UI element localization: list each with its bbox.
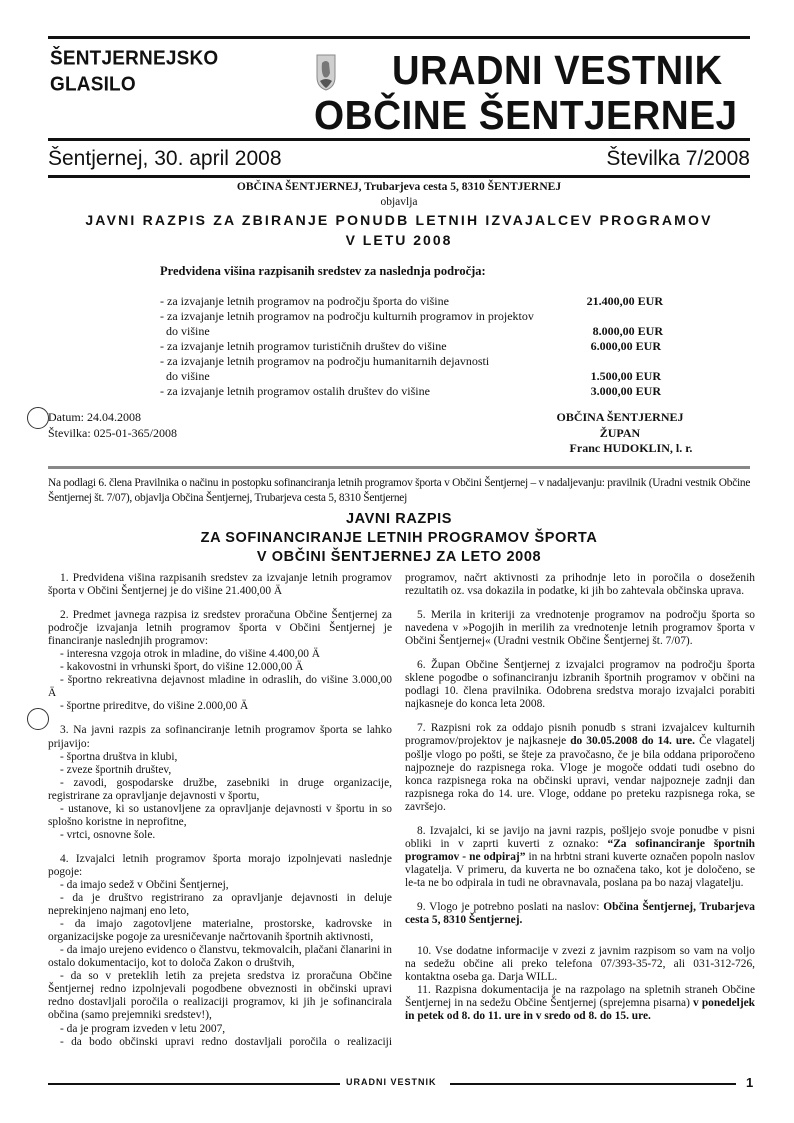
text-segment: - da je društvo registrirano za opravljanje dejavnosti in deluje neprekinjeno najmanj eno leto, bbox=[48, 892, 392, 918]
text-segment: - športno rekreativna dejavnost mladine in odraslih, do višine 3.000,00 Ä bbox=[48, 674, 392, 700]
text-segment: 1. Predvidena višina razpisanih sredstev za izvajanje letnih programov športa v Občini Šentjernej je do višine 21.400,00 Ä bbox=[48, 572, 392, 598]
footer-rule-left bbox=[48, 1083, 340, 1085]
text-segment: - športna društva in klubi, bbox=[60, 750, 178, 763]
paragraph bbox=[48, 1036, 392, 1049]
notice1-title-line2: V LETU 2008 bbox=[345, 232, 453, 248]
text-segment: 2. Predmet javnega razpisa iz sredstev proračuna Občine Šentjernej za področje izvajanja letnih programov športa v Občini Šentjernej je financiranje naslednjih programov: bbox=[48, 609, 392, 648]
dateline-rule bbox=[48, 175, 750, 178]
fund-label: - za izvajanje letnih programov na področju kulturnih programov in projektov bbox=[160, 309, 534, 323]
paragraph bbox=[405, 825, 755, 890]
notice1-publishes: objavlja bbox=[380, 196, 418, 208]
left-column bbox=[48, 572, 392, 1060]
fund-label: - za izvajanje letnih programov turističnih društev do višine bbox=[160, 339, 447, 353]
paragraph bbox=[48, 829, 392, 842]
fund-item bbox=[160, 384, 663, 399]
paragraph-group bbox=[405, 825, 755, 890]
paragraph bbox=[48, 700, 392, 713]
bold-text: “Za sofinanciranje športnih programov - ne odpiraj” bbox=[405, 837, 755, 863]
sign-org: OBČINA ŠENTJERNEJ bbox=[556, 410, 684, 424]
text-segment: - interesna vzgoja otrok in mladine, do višine 4.400,00 Ä bbox=[60, 648, 321, 661]
text-segment: - zveze športnih društev, bbox=[60, 763, 172, 776]
text-segment: - zavodi, gospodarske družbe, zasebniki in druge organizacije, registrirane za opravljanje dejavnosti v športu, bbox=[48, 776, 392, 802]
text-segment: Če vlagatelj pošlje vlogo po pošti, se šteje za pravočasno, če je bila oddana priporočeno najpozneje do razpisnega roka. Vloge je mogoče oddati tudi osebno do konca razpisnega roka na občinski upravi, vendar najpozneje zadnji dan razpisnega roka do 14. ure. Vloge, oddane po preteku razpisnega roka, se završejo. bbox=[405, 735, 755, 813]
section-divider bbox=[48, 466, 750, 469]
notice1-title-line1: JAVNI RAZPIS ZA ZBIRANJE PONUDB LETNIH IZVAJALCEV PROGRAMOV bbox=[85, 212, 713, 228]
notice1-number: Številka: 025-01-365/2008 bbox=[48, 425, 177, 440]
text-segment: programov, načrt aktivnosti za prihodnje leto in poročila o doseženih rezultatih oz. vsa dokazila in podatke, ki jih bo zahtevala občinska uprava. bbox=[405, 572, 755, 598]
bold-text: Občina Šentjernej, Trubarjeva cesta 5, 8310 Šentjernej. bbox=[405, 900, 755, 927]
fund-label: do višine bbox=[166, 324, 210, 338]
paragraph-group bbox=[405, 901, 755, 927]
page-number: 1 bbox=[746, 1075, 754, 1090]
paragraph-group bbox=[48, 724, 392, 841]
text-segment: 11. Razpisna dokumentacija je na razpolago na spletnih straneh Občine Šentjernej in na sedežu Občine Šentjernej (sprejemna pisarna) bbox=[405, 984, 755, 1010]
notice2-title-line2: ZA SOFINANCIRANJE LETNIH PROGRAMOV ŠPORTA bbox=[200, 530, 598, 546]
paragraph-group bbox=[405, 572, 755, 598]
text-segment: - da so v preteklih letih za prejeta sredstva iz proračuna Občine Šentjernej redno izpolnjevali pogodbene obveznosti in občinski upravi redno dostavljali poročila o realizaciji programov, ki jih je sofinancirala občina (samo prejemniki sredstev!), bbox=[48, 970, 392, 1022]
text-segment: - ustanove, ki so ustanovljene za opravljanje dejavnosti v športu in so splošno koristne in neprofitne, bbox=[48, 802, 392, 828]
text-segment: - kakovostni in vrhunski šport, do višine 12.000,00 Ä bbox=[60, 661, 304, 674]
paragraph-group bbox=[405, 722, 755, 813]
glasilo-title bbox=[50, 46, 218, 98]
paragraph-group bbox=[405, 945, 755, 984]
bold-text: do 30.05.2008 do 14. ure. bbox=[570, 735, 696, 748]
text-segment: 10. Vse dodatne informacije v zvezi z javnim razpisom so vam na voljo na sedežu občine ali preko telefona 07/393-35-72, ali 031-312-726, kontaktna oseba ga. Darja WILL. bbox=[405, 945, 755, 984]
paragraph bbox=[48, 879, 392, 892]
text-segment: - da je program izveden v letu 2007, bbox=[60, 1022, 226, 1035]
text-segment: - da bodo občinski upravi redno dostavljali poročila o realizaciji bbox=[60, 1035, 392, 1048]
paragraph bbox=[48, 648, 392, 661]
top-rule bbox=[48, 36, 750, 39]
paragraph bbox=[48, 764, 392, 777]
sign-name: Franc HUDOKLIN, l. r. bbox=[569, 441, 693, 455]
paragraph bbox=[48, 751, 392, 764]
fund-item bbox=[160, 354, 663, 384]
notice2-title-line3: V OBČINI ŠENTJERNEJ ZA LETO 2008 bbox=[256, 549, 542, 565]
paragraph bbox=[48, 918, 392, 944]
text-segment: 4. Izvajalci letnih programov športa morajo izpolnjevati naslednje pogoje: bbox=[48, 852, 392, 878]
notice1-publisher: OBČINA ŠENTJERNEJ, Trubarjeva cesta 5, 8310 ŠENTJERNEJ bbox=[236, 181, 562, 193]
text-segment: - da imajo zagotovljene materialne, prostorske, kadrovske in organizacijske pogoje za uresničevanje načrtovanih športnih aktivnosti, bbox=[48, 918, 392, 944]
fund-item bbox=[160, 339, 663, 354]
text-segment: 7. Razpisni rok za oddajo pisnih ponudb s strani izvajalcev kulturnih programov/projektov je najkasneje bbox=[405, 722, 755, 748]
paragraph bbox=[48, 853, 392, 879]
paragraph-group bbox=[48, 609, 392, 713]
paragraph bbox=[405, 901, 755, 927]
paragraph bbox=[48, 609, 392, 648]
text-segment: 6. Župan Občine Šentjernej z izvajalci programov na področju športa sklene pogodbe o sofinanciranju izbranih športnih programov v občini na podlagi 10. člena pravilnika. Odobrena sredstva morajo izvajalci porabiti najkasneje do konca leta 2008. bbox=[405, 659, 755, 711]
paragraph bbox=[405, 659, 755, 711]
sign-role: ŽUPAN bbox=[599, 425, 641, 440]
paragraph bbox=[48, 661, 392, 674]
notice1-reference bbox=[48, 410, 177, 441]
fund-item bbox=[160, 309, 663, 339]
paragraph bbox=[405, 722, 755, 813]
fund-label: - za izvajanje letnih programov ostalih društev do višine bbox=[160, 384, 430, 398]
fund-amount: 6.000,00 EUR bbox=[590, 339, 661, 353]
coat-of-arms-logo bbox=[316, 53, 336, 91]
place-date: Šentjernej, 30. april 2008 bbox=[48, 147, 282, 170]
punch-hole bbox=[27, 407, 49, 429]
fund-amount: 3.000,00 EUR bbox=[590, 384, 661, 398]
paragraph-group bbox=[48, 853, 392, 1049]
notice1-date: Datum: 24.04.2008 bbox=[48, 410, 141, 424]
text-segment: - športne prireditve, do višine 2.000,00 Ä bbox=[60, 700, 249, 713]
paragraph bbox=[48, 777, 392, 803]
paragraph bbox=[48, 572, 392, 598]
masthead-title-line1: URADNI VESTNIK bbox=[392, 47, 723, 93]
text-segment: - vrtci, osnovne šole. bbox=[60, 828, 156, 841]
paragraph-group bbox=[405, 984, 755, 1023]
fund-amount: 8.000,00 EUR bbox=[592, 324, 663, 338]
fund-label: do višine bbox=[166, 369, 210, 383]
text-segment: 5. Merila in kriteriji za vrednotenje programov na področju športa so navedena v »Pogojih in merilih za vrednotenje letnih programov športa v Občini Šentjernej« (Uradni vestnik Občine Šentjernej št. 7/07). bbox=[405, 609, 755, 648]
notice2-title-line1: JAVNI RAZPIS bbox=[345, 511, 453, 527]
footer-label: URADNI VESTNIK bbox=[346, 1077, 437, 1087]
paragraph bbox=[48, 724, 392, 750]
paragraph bbox=[48, 892, 392, 918]
fund-amount: 1.500,00 EUR bbox=[590, 369, 661, 383]
paragraph bbox=[48, 803, 392, 829]
notice2-preamble: Na podlagi 6. člena Pravilnika o načinu in postopku sofinanciranja letnih programov športa v Občini Šentjernej – v nadaljevanju: pravilnik (Uradni vestnik Občine Šentjernej št. 7/07), objavlja Občina Šentjernej, Trubarjeva cesta 5, 8310 Šentjernej bbox=[48, 477, 751, 504]
masthead-title-line2: OBČINE ŠENTJERNEJ bbox=[314, 92, 738, 138]
punch-hole bbox=[27, 708, 49, 730]
paragraph-group bbox=[48, 572, 392, 598]
paragraph bbox=[48, 970, 392, 1022]
paragraph-group bbox=[405, 659, 755, 711]
fund-amount: 21.400,00 EUR bbox=[586, 294, 663, 308]
text-segment: 3. Na javni razpis za sofinanciranje letnih programov športa se lahko prijavijo: bbox=[48, 724, 392, 750]
paragraph bbox=[405, 572, 755, 598]
footer-rule-right bbox=[450, 1083, 736, 1085]
text-segment: 9. Vlogo je potrebno poslati na naslov: bbox=[417, 900, 604, 913]
paragraph bbox=[405, 609, 755, 648]
fund-label: - za izvajanje letnih programov na področju športa do višine bbox=[160, 294, 449, 308]
text-segment: - da imajo sedež v Občini Šentjernej, bbox=[60, 878, 229, 891]
issue-number: Številka 7/2008 bbox=[606, 147, 750, 170]
text-segment: in na hrbtni strani kuverte označen popoln naslov vlagatelja. V primeru, da kuverta ne bo označena tako, kot je določeno, se le-ta ne bo odpirala in tudi ne obravnavala, poslana pa bo nazaj vlagatelju. bbox=[405, 850, 755, 889]
paragraph bbox=[405, 945, 755, 984]
fund-item bbox=[160, 294, 663, 309]
paragraph bbox=[405, 984, 755, 1023]
text-segment: - da imajo urejeno evidenco o članstvu, tekmovalcih, plačani članarini in ostalo dokumentacijo, kot to določa Zakon o društvih, bbox=[48, 944, 392, 970]
masthead-rule bbox=[48, 138, 750, 141]
bold-text: v ponedeljek in petek od 8. do 11. ure in v sredo od 8. do 15. ure. bbox=[405, 997, 755, 1023]
paragraph bbox=[48, 674, 392, 700]
text-segment: 8. Izvajalci, ki se javijo na javni razpis, pošljejo svoje ponudbe v pisni obliki in v zaprti kuverti z oznako: bbox=[405, 824, 755, 850]
notice1-intro: Predvidena višina razpisanih sredstev za naslednja področja: bbox=[160, 264, 486, 278]
notice1-signature bbox=[540, 410, 700, 457]
fund-label: - za izvajanje letnih programov na področju humanitarnih dejavnosti bbox=[160, 354, 490, 368]
paragraph bbox=[48, 1023, 392, 1036]
paragraph-group bbox=[405, 609, 755, 648]
paragraph bbox=[48, 944, 392, 970]
glasilo-line2: GLASILO bbox=[50, 73, 136, 96]
glasilo-line1: ŠENTJERNEJSKO bbox=[50, 47, 219, 70]
right-column bbox=[405, 572, 755, 1034]
